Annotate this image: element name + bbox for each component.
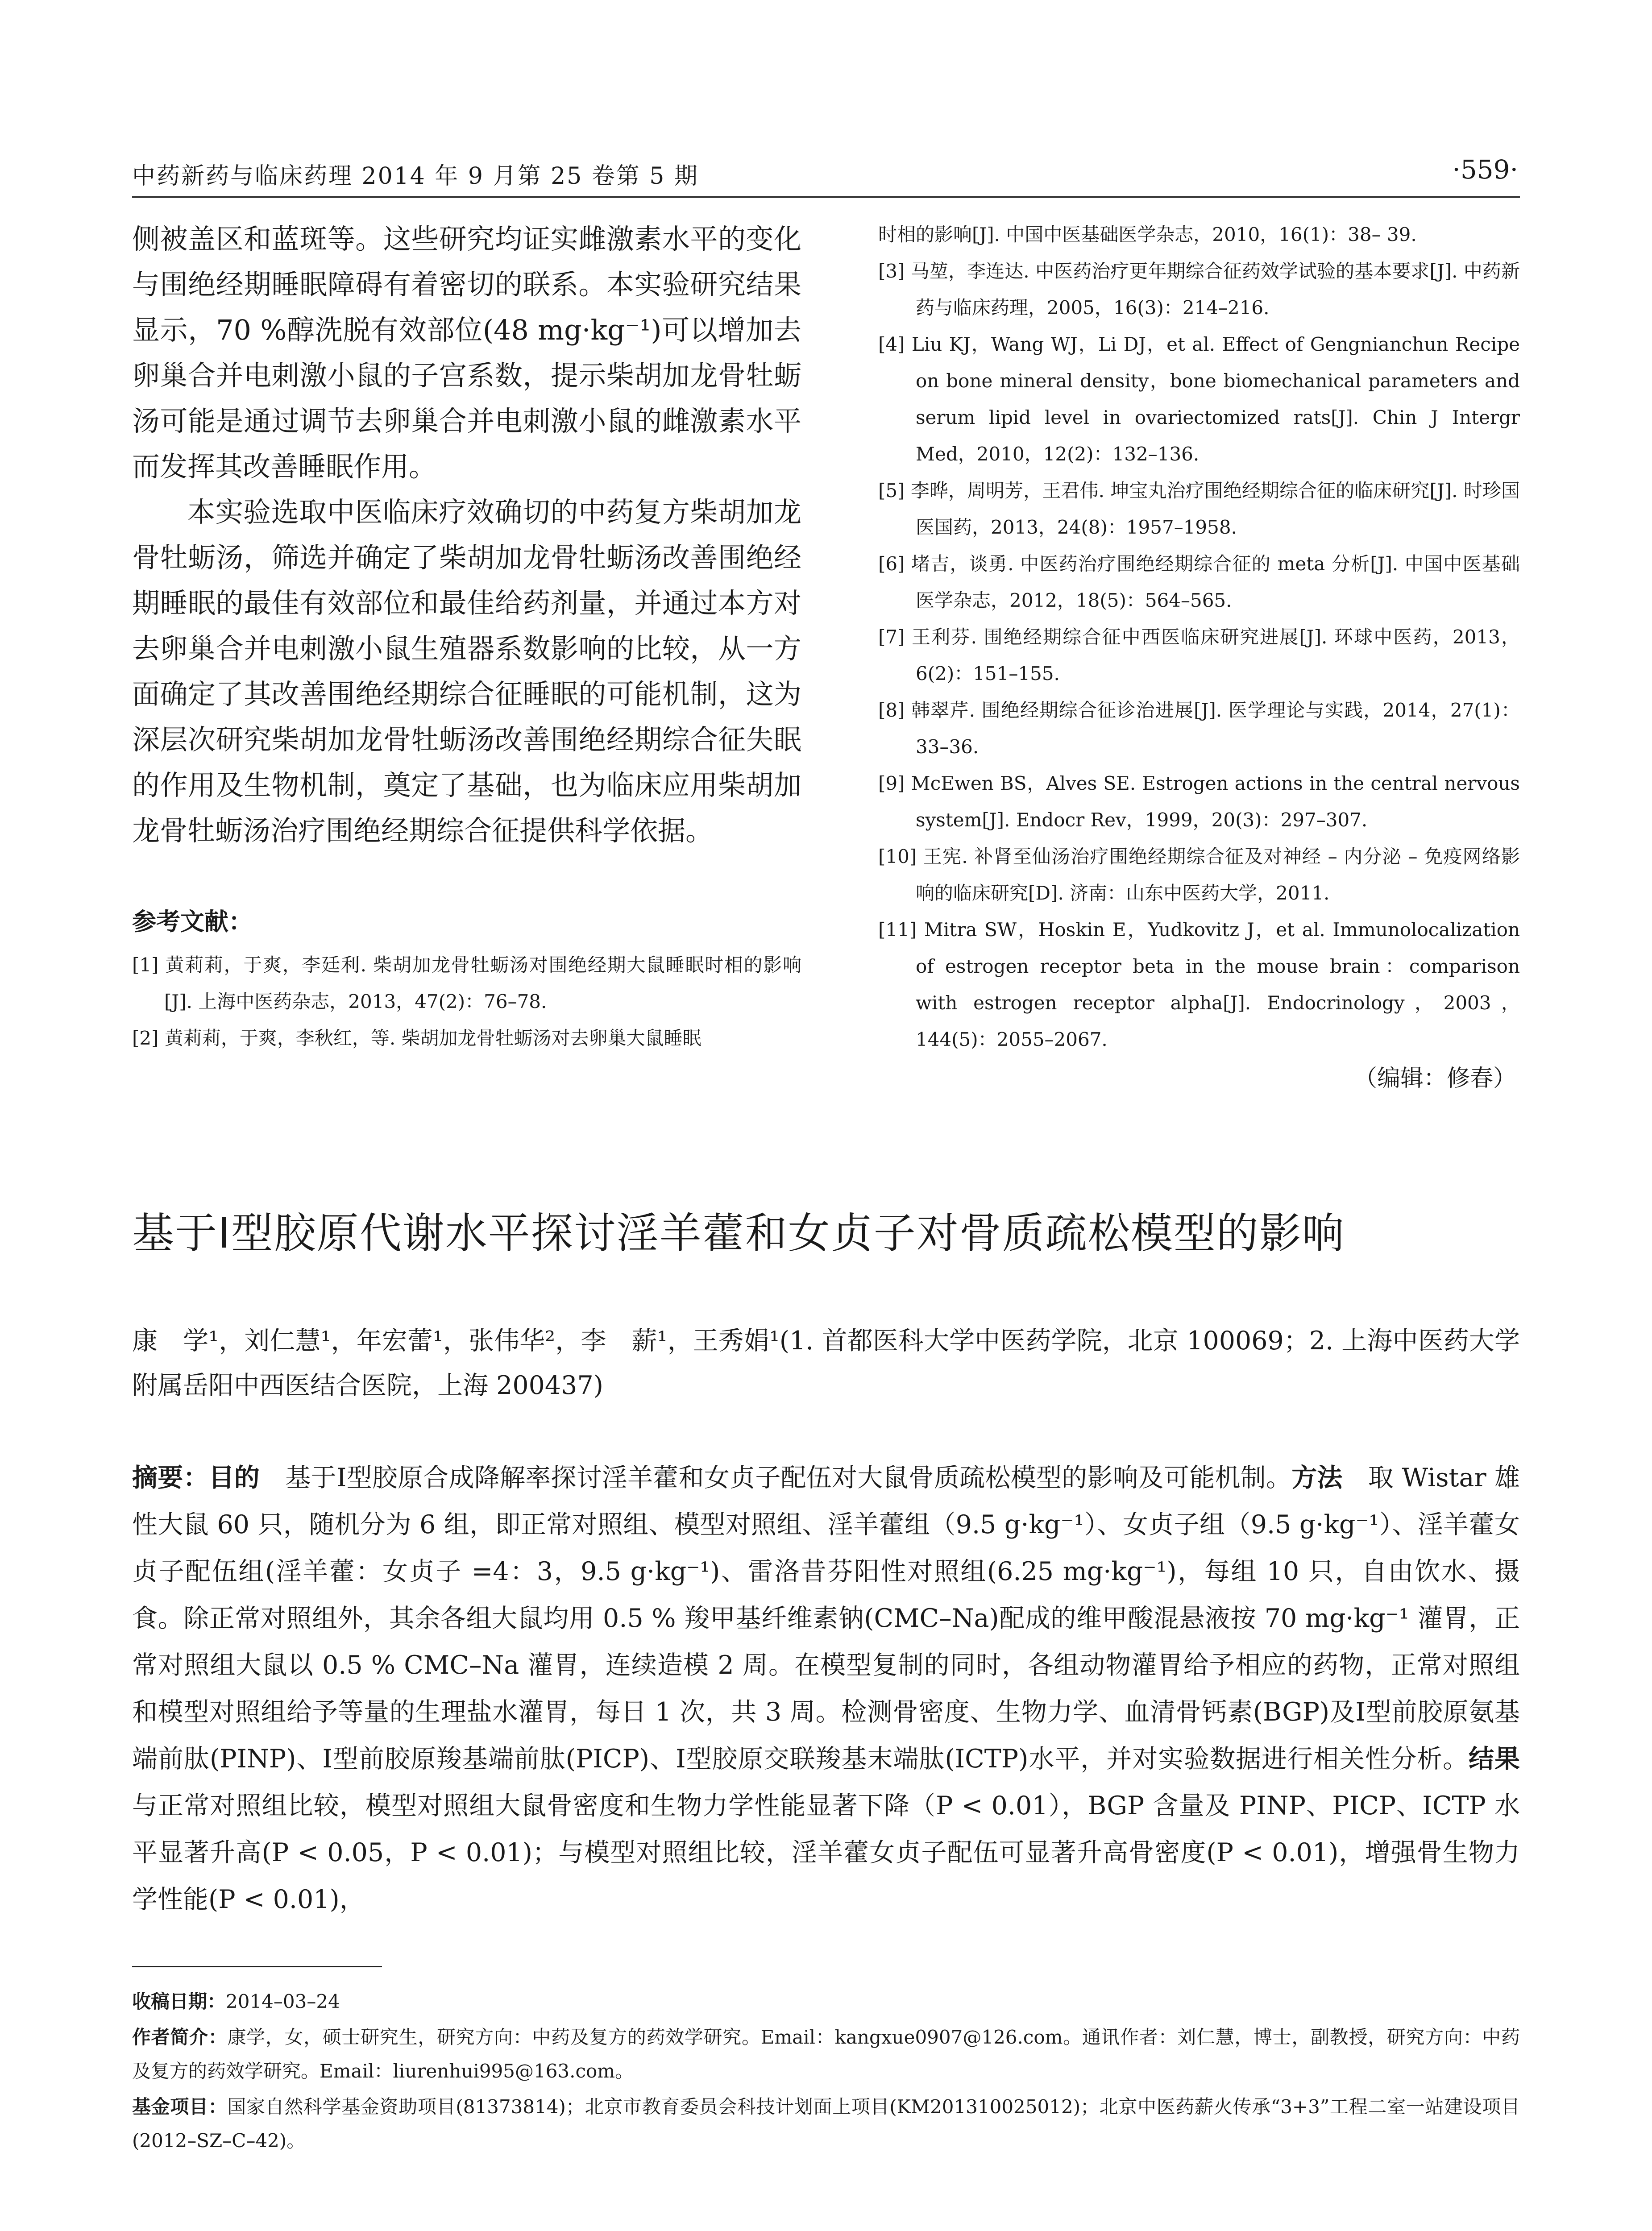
author-bio	[132, 2020, 1520, 2088]
author-bio-label: 作者简介：	[132, 2026, 228, 2048]
received-value: 2014–03–24	[226, 1990, 340, 2012]
funding-value: 国家自然科学基金资助项目(81373814)；北京市教育委员会科技计划面上项目(KM201310025012)；北京中医药薪火传承“3+3”工程二室一站建设项目(2012–SZ–C–42)。	[132, 2096, 1520, 2152]
results-label: 结果	[1469, 1744, 1520, 1774]
body-paragraph: 侧被盖区和蓝斑等。这些研究均证实雌激素水平的变化与围绝经期睡眠障碍有着密切的联系。本实验研究结果显示，70 %醇洗脱有效部位(48 mg·kg⁻¹)可以增加去卵巢合并电刺激小鼠的子宫系数，提示柴胡加龙骨牡蛎汤可能是通过调节去卵巢合并电刺激小鼠的雌激素水平而发挥其改善睡眠作用。	[132, 223, 801, 483]
abstract-results: 与正常对照组比较，模型对照组大鼠骨密度和生物力学性能显著下降（P < 0.01），BGP 含量及 PINP、PICP、ICTP 水平显著升高(P < 0.05，P < 0.01)；与模型对照组比较，淫羊藿女贞子配伍可显著升高骨密度(P < 0.01)，增强骨生物力学性能(P < 0.01)，	[132, 1791, 1520, 1914]
references-heading: 参考文献：	[132, 908, 253, 936]
left-column	[132, 216, 801, 1057]
author-affiliations: 康 学¹，刘仁慧¹，年宏蕾¹，张伟华²，李 薪¹，王秀娟¹(1. 首都医科大学中医药学院，北京 100069；2. 上海中医药大学附属岳阳中西医结合医院，上海 200437)	[132, 1326, 1520, 1400]
header-rule	[132, 196, 1520, 198]
article-title: 基于Ⅰ型胶原代谢水平探讨淫羊藿和女贞子对骨质疏松模型的影响	[132, 1209, 1345, 1258]
right-column	[878, 216, 1520, 1097]
reference-item: [7] 王利芬. 围绝经期综合征中西医临床研究进展[J]. 环球中医药，2013，6(2)：151–155.	[878, 626, 1520, 684]
footnotes	[132, 1985, 1520, 2160]
funding-label: 基金项目：	[132, 2096, 228, 2118]
reference-list	[132, 947, 801, 1057]
page-number: ·559·	[1452, 154, 1518, 185]
reference-item: [3] 马堃，李连达. 中医药治疗更年期综合征药效学试验的基本要求[J]. 中药新药与临床药理，2005，16(3)：214–216.	[878, 260, 1520, 319]
footnote-rule	[132, 1966, 382, 1967]
reference-item: [11] Mitra SW，Hoskin E，Yudkovitz J，et al. Immunolocalization of estrogen receptor beta in the mouse brain：comparison with estrogen receptor alpha[J]. Endocrinology，2003，144(5)：2055–2067.	[878, 919, 1520, 1050]
received-label: 收稿日期：	[132, 1990, 226, 2012]
reference-item: 时相的影响[J]. 中国中医基础医学杂志，2010，16(1)：38– 39.	[878, 224, 1417, 245]
author-bio-value: 康学，女，硕士研究生，研究方向：中药及复方的药效学研究。Email：kangxue0907@126.com。通讯作者：刘仁慧，博士，副教授，研究方向：中药及复方的药效学研究。Email：liurenhui995@163.com。	[132, 2026, 1520, 2082]
abstract-methods: 取 Wistar 雄性大鼠 60 只，随机分为 6 组，即正常对照组、模型对照组、淫羊藿组（9.5 g·kg⁻¹）、女贞子组（9.5 g·kg⁻¹）、淫羊藿女贞子配伍组(淫羊藿：女贞子 =4：3，9.5 g·kg⁻¹)、雷洛昔芬阳性对照组(6.25 mg·kg⁻¹)，每组 10 只，自由饮水、摄食。除正常对照组外，其余各组大鼠均用 0.5 % 羧甲基纤维素钠(CMC–Na)配成的维甲酸混悬液按 70 mg·kg⁻¹ 灌胃，正常对照组大鼠以 0.5 % CMC–Na 灌胃，连续造模 2 周。在模型复制的同时，各组动物灌胃给予相应的药物，正常对照组和模型对照组给予等量的生理盐水灌胃，每日 1 次，共 3 周。检测骨密度、生物力学、血清骨钙素(BGP)及Ⅰ型前胶原氨基端前肽(PINP)、Ⅰ型前胶原羧基端前肽(PICP)、Ⅰ型胶原交联羧基末端肽(ICTP)水平，并对实验数据进行相关性分析。	[132, 1463, 1520, 1774]
reference-item: [5] 李晔，周明芳，王君伟. 坤宝丸治疗围绝经期综合征的临床研究[J]. 时珍国医国药，2013，24(8)：1957–1958.	[878, 480, 1520, 538]
body-paragraph: 本实验选取中医临床疗效确切的中药复方柴胡加龙骨牡蛎汤，筛选并确定了柴胡加龙骨牡蛎汤改善围绝经期睡眠的最佳有效部位和最佳给药剂量，并通过本方对去卵巢合并电刺激小鼠生殖器系数影响的比较，从一方面确定了其改善围绝经期综合征睡眠的可能机制，这为深层次研究柴胡加龙骨牡蛎汤改善围绝经期综合征失眠的作用及生物机制，奠定了基础，也为临床应用柴胡加龙骨牡蛎汤治疗围绝经期综合征提供科学依据。	[132, 496, 801, 847]
reference-item: [8] 韩翠芹. 围绝经期综合征诊治进展[J]. 医学理论与实践，2014，27(1)：33–36.	[878, 699, 1520, 758]
reference-item: [10] 王宪. 补肾至仙汤治疗围绝经期综合征及对神经 – 内分泌 – 免疫网络影响的临床研究[D]. 济南：山东中医药大学，2011.	[878, 846, 1520, 904]
reference-item: [1] 黄莉莉，于爽，李廷利. 柴胡加龙骨牡蛎汤对围绝经期大鼠睡眠时相的影响[J]. 上海中医药杂志，2013，47(2)：76–78.	[132, 954, 801, 1012]
received-date	[132, 1985, 1520, 2019]
abstract-objective: 基于Ⅰ型胶原合成降解率探讨淫羊藿和女贞子配伍对大鼠骨质疏松模型的影响及可能机制。	[285, 1463, 1292, 1493]
methods-label: 方法	[1291, 1463, 1343, 1493]
abstract	[132, 1455, 1520, 1923]
reference-item: [2] 黄莉莉，于爽，李秋红，等. 柴胡加龙骨牡蛎汤对去卵巢大鼠睡眠	[132, 1027, 701, 1049]
reference-item: [9] McEwen BS，Alves SE. Estrogen actions in the central nervous system[J]. Endocr Rev，1999，20(3)：297–307.	[878, 772, 1520, 831]
running-header-journal: 中药新药与临床药理 2014 年 9 月第 25 卷第 5 期	[132, 163, 699, 190]
reference-item: [6] 堵吉，谈勇. 中医药治疗围绝经期综合征的 meta 分析[J]. 中国中医基础医学杂志，2012，18(5)：564–565.	[878, 553, 1520, 611]
objective-label: 目的	[208, 1463, 260, 1493]
editor-note: （编辑：修春）	[1353, 1065, 1516, 1092]
abstract-label: 摘要：	[132, 1463, 209, 1493]
reference-list	[878, 216, 1520, 1058]
reference-item: [4] Liu KJ，Wang WJ，Li DJ，et al. Effect of Gengnianchun Recipe on bone mineral density，bone biomechanical parameters and serum lipid level in ovariectomized rats[J]. Chin J Intergr Med，2010，12(2)：132–136.	[878, 333, 1520, 465]
funding	[132, 2090, 1520, 2158]
